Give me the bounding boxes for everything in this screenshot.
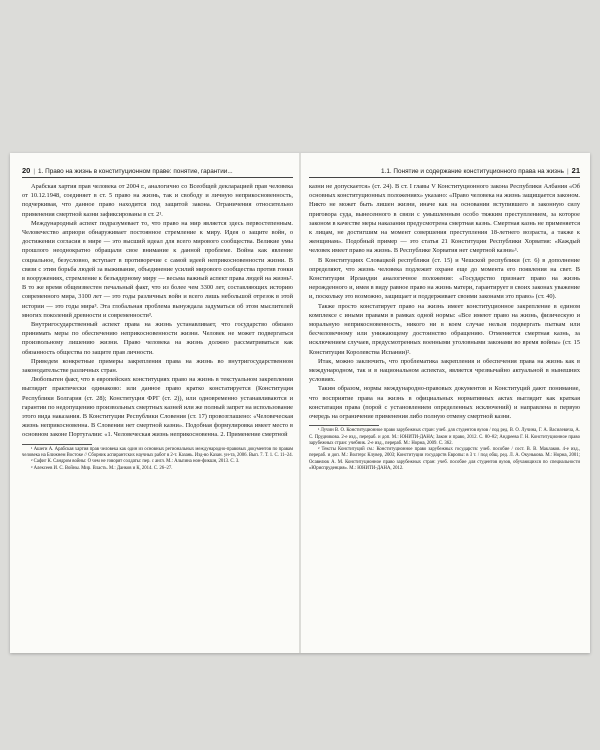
left-page-header: 20 | 1. Право на жизнь в конституционном праве: понятие, гарантии... — [22, 165, 293, 178]
running-header: 1.1. Понятие и содержание конституционного права на жизнь — [380, 168, 564, 175]
footnote: ² Тексты Конституций см.: Конституционное право зарубежных государств: учеб. пособие / сост. В. В. Маклаков. 4-е изд., перераб. и доп. М.: Волтерс Клувер, 2003; Конституции государств Европы: в 3 т. / под общ. ред. Л. А. Окунькова. М.: Норма, 2001; Осавелюк А. М. Конституционное право зарубежных стран: учеб. пособие для студентов вузов, обучающихся по специальности «Юриспруденция». М.: ЮНИТИ-ДАНА, 2012. — [309, 447, 580, 472]
left-footnotes — [22, 447, 293, 472]
paragraph: казни не допускается» (ст. 24). В ст. I главы V Конституционного закона Республики Албания «Об основных конституционных положениях» указано: «Право человека на жизнь защищается законом. Никто не может быть лишен жизни, иначе как на основании вступившего в законную силу приговора суда, вынесенного в связи с умышленным особо тяжким преступлением, за которое законом в качестве меры наказания предусмотрена смертная казнь. Смертная казнь не применяется к лицам, не достигшим на момент совершения преступления 18-летнего возраста, а также к женщинам». Подобный пример — это статья 21 Конституции Республики Хорватия: «Каждый человек имеет право на жизнь. В Республике Хорватия нет смертной казни»¹. — [309, 183, 580, 255]
paragraph: Также просто констатирует право на жизнь имеет конституционное закрепление в едином комплексе с иными правами в рамках одной нормы: «Все имеют право на жизнь, физическую и моральную неприкосновенность, никого ни в коем случае нельзя подвергать пыткам или бесчеловечному или унижающему достоинство обращению. Отменяется смертная казнь, за исключением случаев, предусмотренных военными уголовными законами во время войны» (ст. 15 Конституции Королевства Испании)². — [309, 302, 580, 356]
paragraph: Любопытен факт, что в европейских конституциях право на жизнь в текстуальном закреплении выглядит практически одинаково: или данное право кратко констатируется (Конституция Республики Болгария (ст. 28); Конституция ФРГ (ст. 2)), или одновременно устанавливаются и гарантии по недопущению произвольных смертных казней или же полный запрет на использование этого вида наказания. В Конституции Республики Словения (ст. 17) провозглашено: «Человеческая жизнь неприкосновенна. В Словении нет смертной казни». Подобная формулировка имеет место в основном законе Португалии: «1. Человеческая жизнь неприкосновенна. 2. Применение смертной — [22, 376, 293, 439]
running-header: 1. Право на жизнь в конституционном праве: понятие, гарантии... — [38, 168, 233, 175]
paragraph: Международный аспект подразумевает то, что право на мир является здесь первостепенным. Человечество априори обнаруживает постоянное стремление к миру. Идея о защите войн, о достижении согласия в мире — это высший идеал для всего мирового сообщества. Великие умы прошлого неоднократно обращали свое внимание к данной проблеме. Война как явление социальное, безусловно, вступает в противоречие с самой идеей неприкосновенности жизни. В связи с этим борьба людей за выживание, объединение усилий мирового сообщества против гонки в вооружениях, стремление к безъядерному миру — весьма важный аспект права людей на жизнь². В то же время общеизвестен печальный факт, что из более чем 3300 лет, составляющих историю современного мира, 3100 лет — это годы различных войн и всего лишь небольшой отрезок в этой истории — это годы мира³. Эта глобальная проблема вынуждала задуматься об этом мыслителей многих поколений древности и современности³. — [22, 219, 293, 319]
paragraph: Итак, можно заключить, что проблематика закрепления и обеспечения права на жизнь как в международном, так и в национальном аспектах, является чрезвычайно актуальной в нынешних условиях. — [309, 357, 580, 384]
left-page-body — [22, 182, 293, 440]
footnote-divider — [22, 444, 92, 445]
footnote-divider — [309, 425, 379, 426]
footnote: ¹ Ашеги А. Арабская хартия прав человека как один из основных региональных международно-правовых документов по правам человека на Ближнем Востоке // Сборник аспирантских научных работ в 2-т. Казань. Изд-во Казан. ун-та, 2006. Вып. 7. Т. 1. С. 11–24. — [22, 446, 293, 458]
right-page-body — [309, 182, 580, 421]
footnote: ² Сафиг К. Сандром войны: О чем не говорят солдаты: пер. с англ. М.: Альпина нон-фикшн, 2013. С. 3. — [31, 459, 240, 465]
paragraph: Таким образом, нормы международно-правовых документов и Конституций дают понимание, что восприятие права на жизнь в официальных нормативных актах выглядит как краткая констатация права (порой с установлением определенных исключений) и направлена в первую очередь на ограничение применения либо полную отмену смертной казни. — [309, 385, 580, 421]
paragraph: Внутригосударственный аспект права на жизнь устанавливает, что государство обязано принимать меры по обеспечению неприкосновенности жизни. Человек не может подвергаться произвольному лишению жизни. Право человека на жизнь должно рассматриваться как обязанность общества по защите прав личности. — [22, 321, 293, 356]
page-number: 20 — [22, 166, 31, 175]
paragraph: Арабская хартия прав человека от 2004 г., аналогично со Всеобщей декларацией прав человека от 10.12.1948, соединяет в ст. 5 право на жизнь, так и свободу и личную неприкосновенность, подчеркивая, что данное право находится под защитой закона. Ограничения относительно применения смертной казни зафиксированы в ст. 2¹. — [22, 183, 293, 218]
footnote: ³ Алексеев И. С. Войны. Мир. Власть. М.: Данков и К, 2014. С. 26–27. — [31, 465, 173, 471]
right-page-header: 1.1. Понятие и содержание конституционного права на жизнь | 21 — [309, 165, 580, 178]
paragraph: В Конституциях Словацкой республики (ст. 15) и Чешской республики (ст. 6) в дополнение определяют, что жизнь человека подлежит охране еще до момента его появления на свет. В Конституции Ирландии аналогичное положение: «Государство признает право на жизнь нерожденного и, имея в виду равное право на жизнь матери, гарантирует в своих законах уважение и, поскольку это возможно, защищает и поддерживает своими законами это право» (ст. 40). — [309, 256, 580, 301]
page-number: 21 — [571, 166, 580, 175]
left-page — [22, 153, 293, 653]
book-gutter — [299, 153, 301, 653]
footnote: ¹ Лучин В. О. Конституционное право зарубежных стран: учеб. для студентов вузов / под ред. В. О. Лучина, Г. А. Василевича, А. С. Прудникова. 2-е изд., перераб. и доп. М.: ЮНИТИ-ДАНА; Закон и право, 2012. С. 80–82; Андреева Г. Н. Конституционное право зарубежных стран: учебник. 2-е изд., перераб. М.: Норма, 2009. С. 362. — [309, 428, 580, 446]
book-spread — [10, 153, 590, 653]
paragraph: Приведем конкретные примеры закрепления права на жизнь во внутригосударственном законодательстве различных стран. — [22, 357, 293, 375]
right-footnotes — [309, 428, 580, 472]
right-page — [309, 153, 580, 653]
